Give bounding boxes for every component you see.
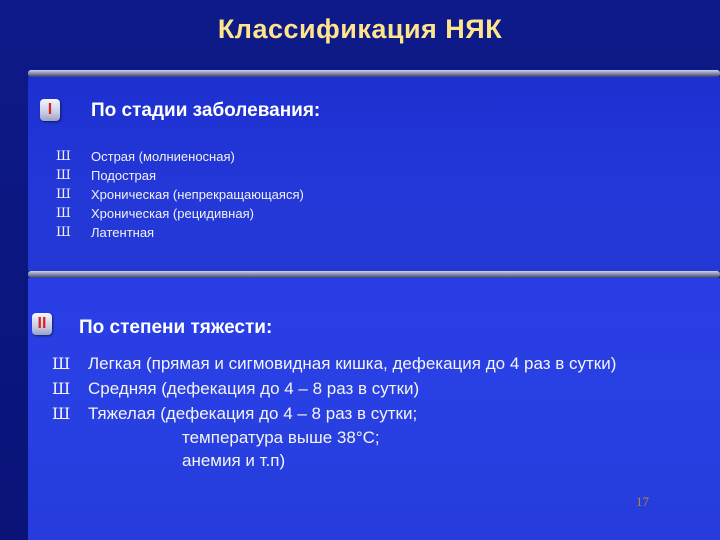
list-item — [56, 147, 304, 166]
page-number: 17 — [636, 494, 649, 509]
list-item — [52, 351, 616, 376]
list-item-continuation: температура выше 38°С; — [182, 428, 380, 447]
list-item — [52, 401, 616, 426]
bullet-icon: Ш — [52, 404, 71, 423]
list-item-continuation: анемия и т.п) — [182, 451, 286, 470]
section-two-badge: II — [32, 313, 52, 335]
list-item — [56, 185, 304, 204]
list-item — [52, 376, 616, 401]
list-item-text: Подострая — [91, 168, 157, 183]
bullet-icon: Ш — [56, 187, 71, 202]
bullet-icon: Ш — [52, 354, 71, 373]
top-divider — [28, 70, 720, 77]
list-item — [56, 166, 304, 185]
list-item — [56, 204, 304, 223]
list-item-text: Хроническая (рецидивная) — [91, 206, 254, 221]
section-one-badge: I — [40, 99, 60, 121]
bullet-icon: Ш — [56, 206, 71, 221]
list-item-text: Хроническая (непрекращающаяся) — [91, 187, 304, 202]
bullet-icon: Ш — [56, 149, 71, 164]
list-item-text: Острая (молниеносная) — [91, 149, 235, 164]
section-two-heading: По степени тяжести: — [79, 317, 273, 338]
bullet-icon: Ш — [52, 379, 71, 398]
list-item — [56, 223, 304, 242]
bullet-icon: Ш — [56, 225, 71, 240]
section-one-heading: По стадии заболевания: — [91, 100, 321, 121]
list-item-text: Латентная — [91, 225, 155, 240]
stage-list — [56, 147, 304, 242]
list-item-text: Тяжелая (дефекация до 4 – 8 раз в сутки; — [88, 404, 418, 423]
severity-list — [52, 351, 616, 472]
list-item-text: Легкая (прямая и сигмовидная кишка, дефекация до 4 раз в сутки) — [88, 354, 617, 373]
slide-title: Классификация НЯК — [217, 14, 503, 44]
list-item-text: Средняя (дефекация до 4 – 8 раз в сутки) — [88, 379, 420, 398]
middle-divider — [28, 271, 720, 278]
bullet-icon: Ш — [56, 168, 71, 183]
